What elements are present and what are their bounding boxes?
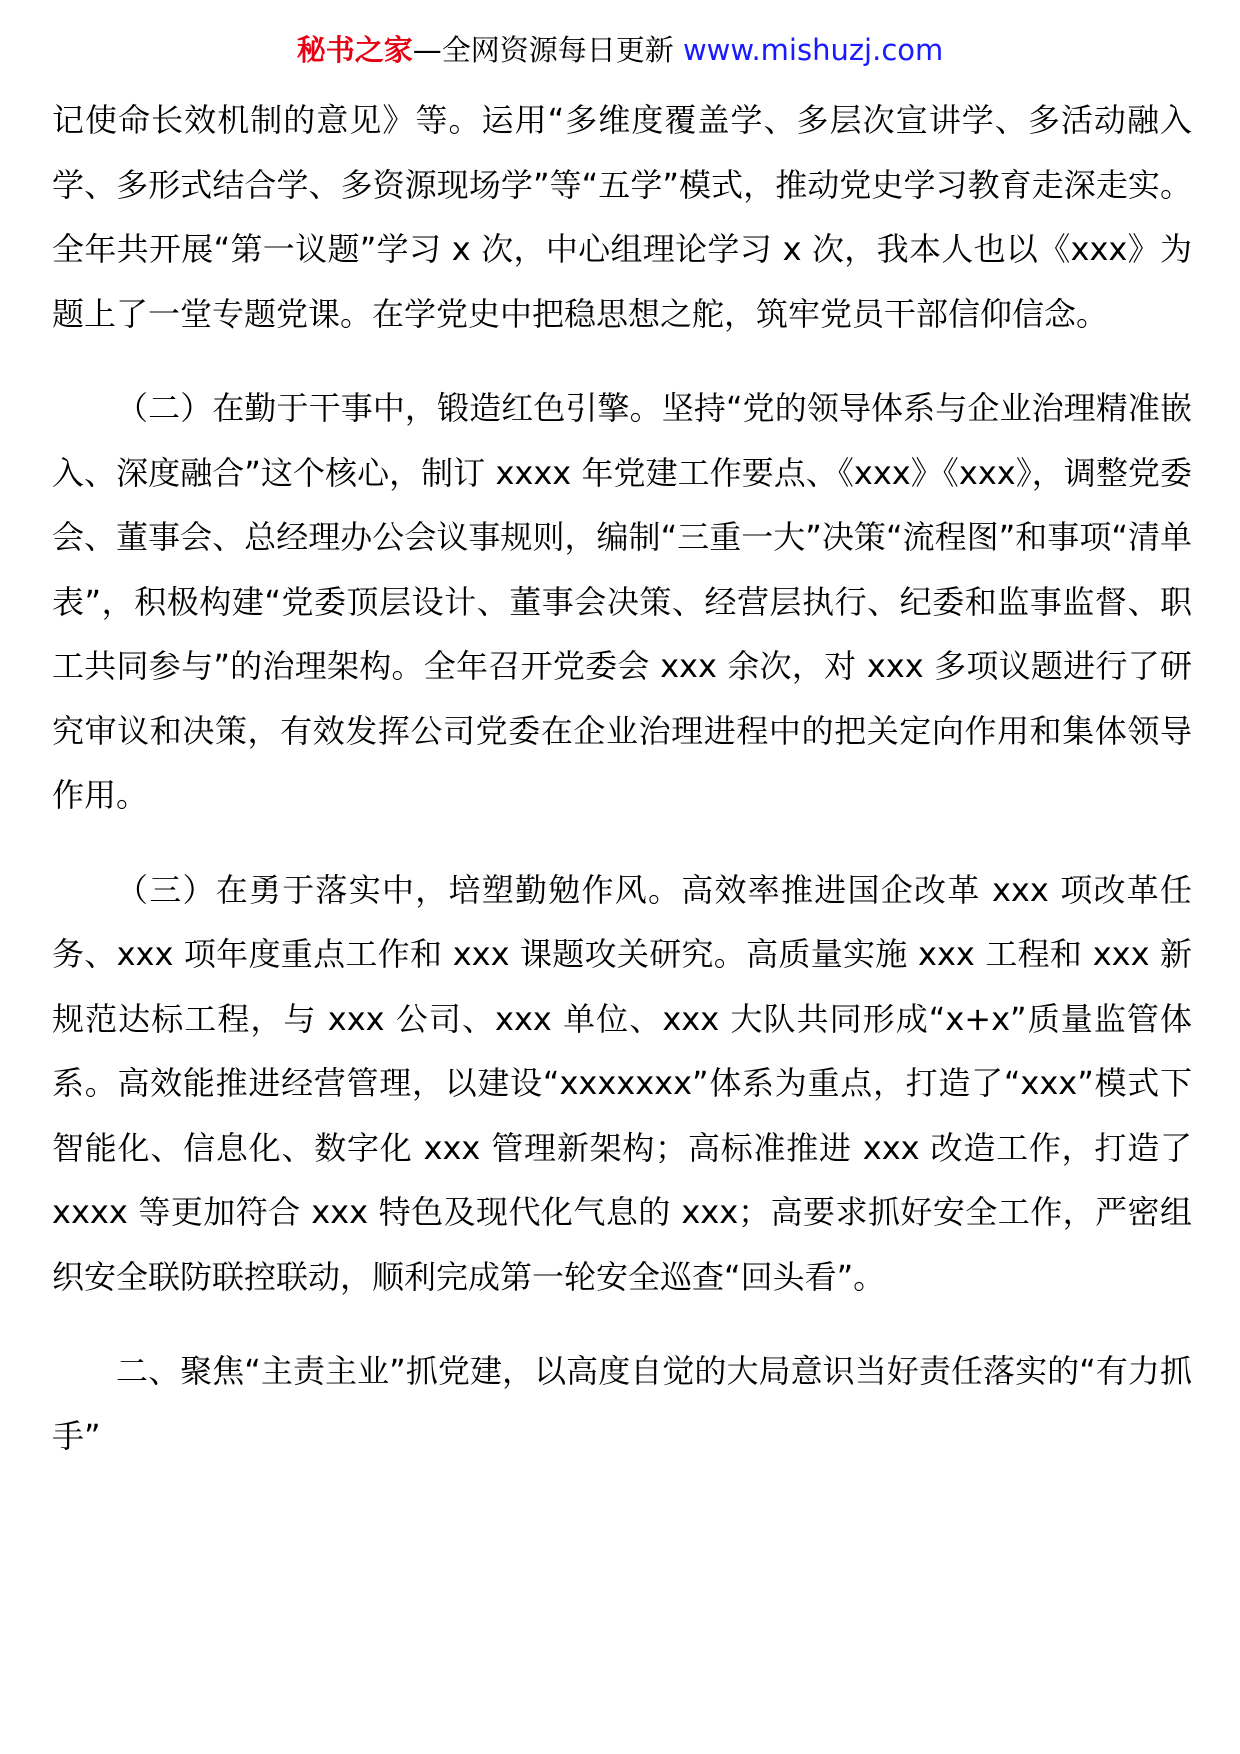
heading-part-2: 二、聚焦“主责主业”抓党建，以高度自觉的大局意识当好责任落实的“有力抓手” [52, 1352, 1192, 1455]
paragraph-continuation: 记使命长效机制的意见》等。运用“多维度覆盖学、多层次宣讲学、多活动融入学、多形式结合学、多资源现场学”等“五学”模式，推动党史学习教育走深走实。全年共开展“第一议题”学习 x 次，中心组理论学习 x 次，我本人也以《xxx》为题上了一堂专题党课。在学党史中把稳思想之舵，筑牢党员干部信仰信念。 [52, 101, 1192, 333]
header-tagline: —全网资源每日更新 [412, 33, 683, 67]
paragraph-section-3: （三）在勇于落实中，培塑勤勉作风。高效率推进国企改革 xxx 项改革任务、xxx 项年度重点工作和 xxx 课题攻关研究。高质量实施 xxx 工程和 xxx 新规范达标工程，与 xxx 公司、xxx 单位、xxx 大队共同形成“x+x”质量监管体系。高效能推进经营管理，以建设“xxxxxxx”体系为重点，打造了“xxx”模式下智能化、信息化、数字化 xxx 管理新架构；高标准推进 xxx 改造工作，打造了 xxxx 等更加符合 xxx 特色及现代化气息的 xxx；高要求抓好安全工作，严密组织安全联防联控联动，顺利完成第一轮安全巡查“回头看”。 [52, 870, 1192, 1296]
page-header [0, 30, 1240, 70]
document-body [52, 88, 1192, 1468]
paragraph-section-2: （二）在勤于干事中，锻造红色引擎。坚持“党的领导体系与企业治理精准嵌入、深度融合”这个核心，制订 xxxx 年党建工作要点、《xxx》《xxx》，调整党委会、董事会、总经理办公会议事规则，编制“三重一大”决策“流程图”和事项“清单表”，积极构建“党委顶层设计、董事会决策、经营层执行、纪委和监事监督、职工共同参与”的治理架构。全年召开党委会 xxx 余次，对 xxx 多项议题进行了研究审议和决策，有效发挥公司党委在企业治理进程中的把关定向作用和集体领导作用。 [52, 389, 1192, 814]
brand-name: 秘书之家 [296, 33, 413, 67]
site-url: www.mishuzj.com [682, 33, 944, 67]
